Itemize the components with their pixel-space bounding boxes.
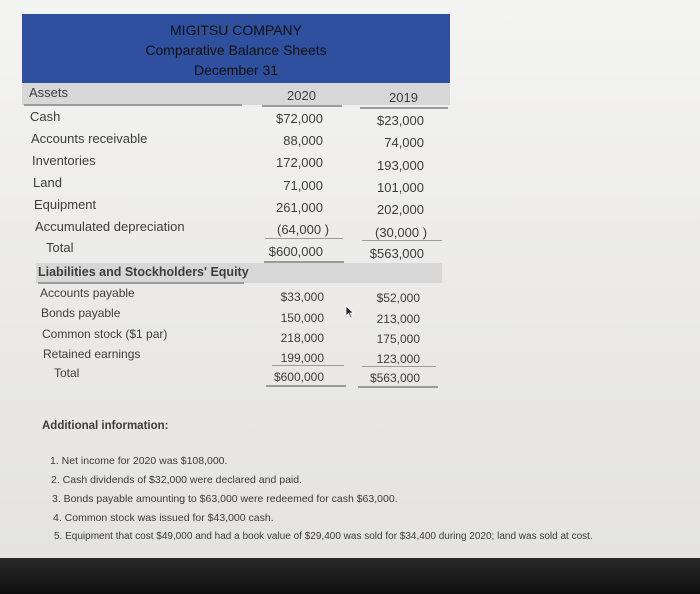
col-2020-header-rule — [262, 105, 342, 107]
asset-row-label: Equipment — [34, 197, 97, 212]
liabilities-total-label: Total — [54, 366, 80, 380]
liability-row-2019: $52,000 — [376, 291, 420, 305]
additional-info-title: Additional information: — [42, 420, 169, 432]
column-2020-header: 2020 — [287, 88, 316, 103]
asset-row-label: Inventories — [32, 153, 96, 168]
asset-row-2019: 101,000 — [377, 180, 424, 195]
asset-row-label: Accounts receivable — [31, 131, 148, 146]
subtotal-rule-2019 — [362, 240, 442, 241]
col-2019-header-rule — [360, 107, 448, 109]
liab-subtotal-rule-2020 — [272, 365, 344, 366]
assets-header-shade — [22, 83, 450, 105]
subtotal-rule-2020 — [265, 238, 343, 239]
screen-bezel — [0, 558, 700, 594]
liability-row-2020: $33,000 — [280, 290, 324, 304]
mouse-pointer-icon — [345, 305, 355, 319]
liabilities-label-rule — [38, 282, 244, 284]
liab-total-rule-2019 — [358, 386, 438, 388]
statement-title: Comparative Balance Sheets — [145, 42, 327, 58]
asset-row-2019: 193,000 — [377, 158, 424, 173]
liability-row-label: Accounts payable — [40, 286, 135, 300]
liability-row-2020: 199,000 — [280, 351, 324, 365]
liability-row-label: Common stock ($1 par) — [42, 327, 168, 341]
asset-row-2019: 74,000 — [384, 135, 424, 150]
asset-row-2020: $72,000 — [276, 111, 323, 126]
asset-row-2020: 88,000 — [283, 133, 323, 148]
asset-row-2020: (64,000 ) — [277, 222, 330, 237]
liability-row-2019: 123,000 — [376, 352, 420, 366]
asset-row-2020: 261,000 — [276, 200, 323, 215]
asset-row-2020: 172,000 — [276, 155, 323, 170]
assets-section-label: Assets — [29, 85, 69, 100]
company-name: MIGITSU COMPANY — [170, 22, 302, 38]
liability-row-2020: 218,000 — [280, 331, 324, 345]
statement-date: December 31 — [193, 62, 279, 78]
column-2019-header: 2019 — [389, 90, 418, 105]
asset-row-label: Cash — [30, 109, 61, 124]
liability-row-2019: 175,000 — [376, 332, 420, 346]
asset-row-2019: 202,000 — [377, 202, 424, 217]
liabilities-section-label: Liabilities and Stockholders' Equity — [38, 265, 249, 279]
assets-label-rule — [24, 104, 242, 106]
additional-info-item: 2. Cash dividends of $32,000 were declared and paid. — [51, 474, 303, 486]
additional-info-item: 4. Common stock was issued for $43,000 cash. — [53, 512, 274, 524]
liab-subtotal-rule-2019 — [362, 366, 436, 367]
asset-row-2020: 71,000 — [283, 178, 323, 193]
additional-info-item: 3. Bonds payable amounting to $63,000 were redeemed for cash $63,000. — [52, 493, 398, 505]
assets-total-2020: $600,000 — [268, 244, 323, 259]
liab-total-rule-2020 — [266, 385, 346, 387]
liability-row-label: Bonds payable — [41, 306, 121, 320]
asset-row-2019: (30,000 ) — [375, 225, 428, 240]
asset-row-label: Land — [33, 175, 62, 190]
assets-total-label: Total — [46, 240, 74, 255]
asset-row-2019: $23,000 — [377, 113, 424, 128]
liability-row-2020: 150,000 — [280, 311, 324, 325]
assets-total-2019: $563,000 — [369, 246, 424, 261]
liability-row-2019: 213,000 — [376, 312, 420, 326]
liabilities-total-2019: $563,000 — [369, 371, 420, 385]
liabilities-total-2020: $600,000 — [273, 370, 324, 384]
additional-info-item: 5. Equipment that cost $49,000 and had a book value of $29,400 was sold for $34,400 during 2020; land was sold at cost. — [54, 531, 593, 542]
asset-row-label: Accumulated depreciation — [35, 219, 185, 234]
additional-info-item: 1. Net income for 2020 was $108,000. — [50, 455, 228, 467]
liability-row-label: Retained earnings — [43, 347, 141, 361]
